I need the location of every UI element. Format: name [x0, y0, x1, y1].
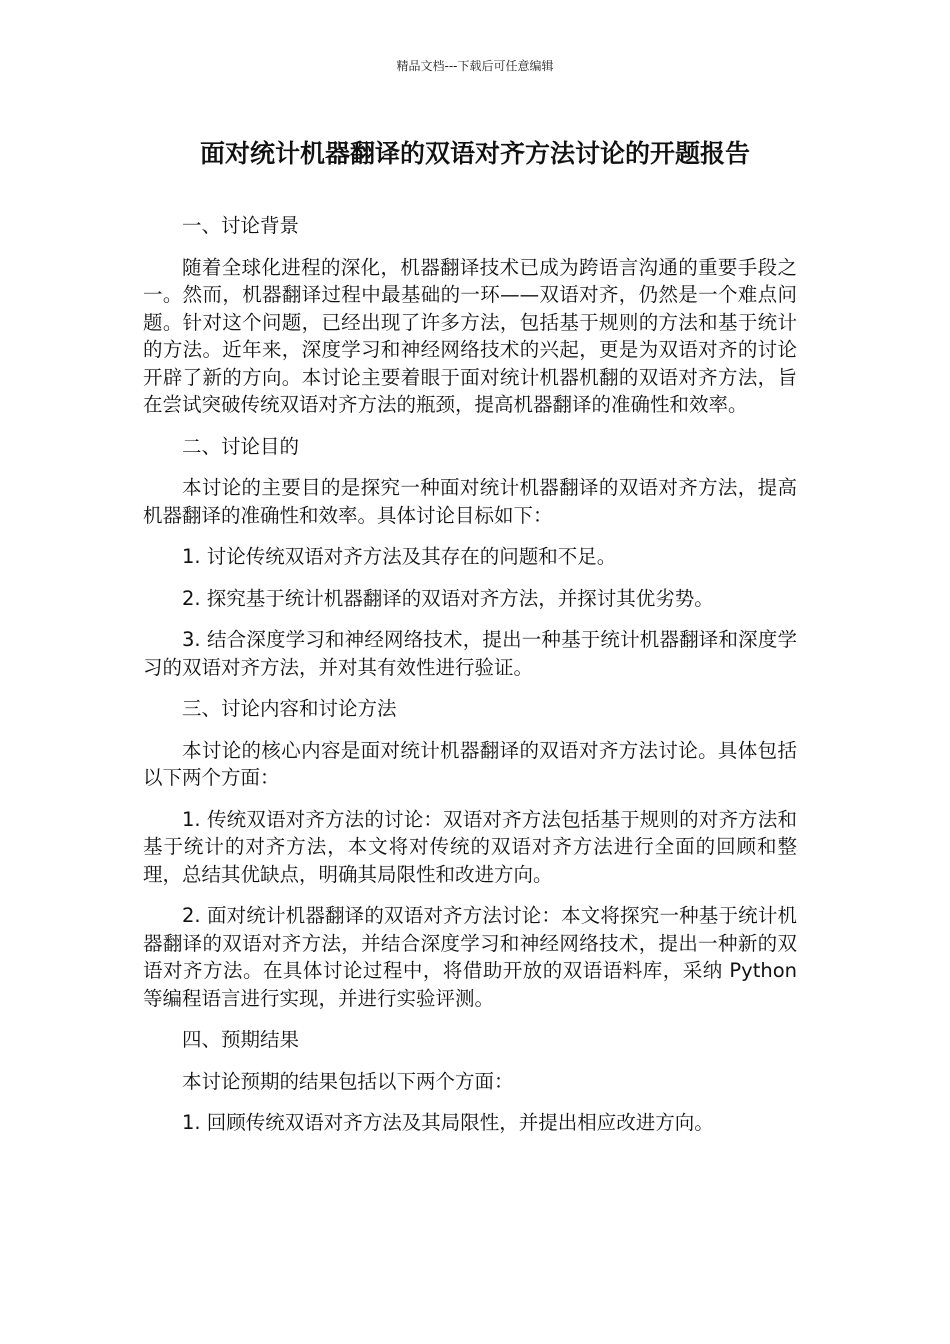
section-heading-background: 一、讨论背景 [182, 214, 300, 237]
list-item-content-1: 1. 传统双语对齐方法的讨论：双语对齐方法包括基于规则的对齐方法和基于统计的对齐方法，本文将对传统的双语对齐方法进行全面的回顾和整理，总结其优缺点，明确其局限性和改进方向。 [143, 807, 797, 886]
paragraph-purpose: 本讨论的主要目的是探究一种面对统计机器翻译的双语对齐方法，提高机器翻译的准确性和效率。具体讨论目标如下： [143, 476, 797, 527]
section-heading-results: 四、预期结果 [182, 1028, 300, 1051]
list-item-goal-3: 3. 结合深度学习和神经网络技术，提出一种基于统计机器翻译和深度学习的双语对齐方法，并对其有效性进行验证。 [143, 628, 797, 679]
list-item-goal-1: 1. 讨论传统双语对齐方法及其存在的问题和不足。 [182, 545, 617, 568]
section-heading-content: 三、讨论内容和讨论方法 [182, 697, 397, 720]
paragraph-content: 本讨论的核心内容是面对统计机器翻译的双语对齐方法讨论。具体包括以下两个方面： [143, 738, 797, 789]
document-title: 面对统计机器翻译的双语对齐方法讨论的开题报告 [199, 139, 750, 168]
section-heading-purpose: 二、讨论目的 [182, 434, 300, 458]
list-item-content-2: 2. 面对统计机器翻译的双语对齐方法讨论：本文将探究一种基于统计机器翻译的双语对齐方法，并结合深度学习和神经网络技术，提出一种新的双语对齐方法。在具体讨论过程中，将借助开放的双语语料库，采纳 Python 等编程语言进行实现，并进行实验评测。 [143, 904, 797, 1010]
list-item-result-1: 1. 回顾传统双语对齐方法及其局限性，并提出相应改进方向。 [182, 1111, 714, 1134]
document-body [143, 212, 797, 1151]
paragraph-results: 本讨论预期的结果包括以下两个方面： [182, 1069, 514, 1093]
paragraph-background: 随着全球化进程的深化，机器翻译技术已成为跨语言沟通的重要手段之一。然而，机器翻译过程中最基础的一环——双语对齐，仍然是一个难点问题。针对这个问题，已经出现了许多方法，包括基于规则的方法和基于统计的方法。近年来，深度学习和神经网络技术的兴起，更是为双语对齐的讨论开辟了新的方向。本讨论主要着眼于面对统计机器机翻的双语对齐方法，旨在尝试突破传统双语对齐方法的瓶颈，提高机器翻译的准确性和效率。 [143, 255, 797, 416]
page-header: 精品文档---下载后可任意编辑 [396, 59, 554, 73]
list-item-goal-2: 2. 探究基于统计机器翻译的双语对齐方法，并探讨其优劣势。 [182, 586, 714, 610]
